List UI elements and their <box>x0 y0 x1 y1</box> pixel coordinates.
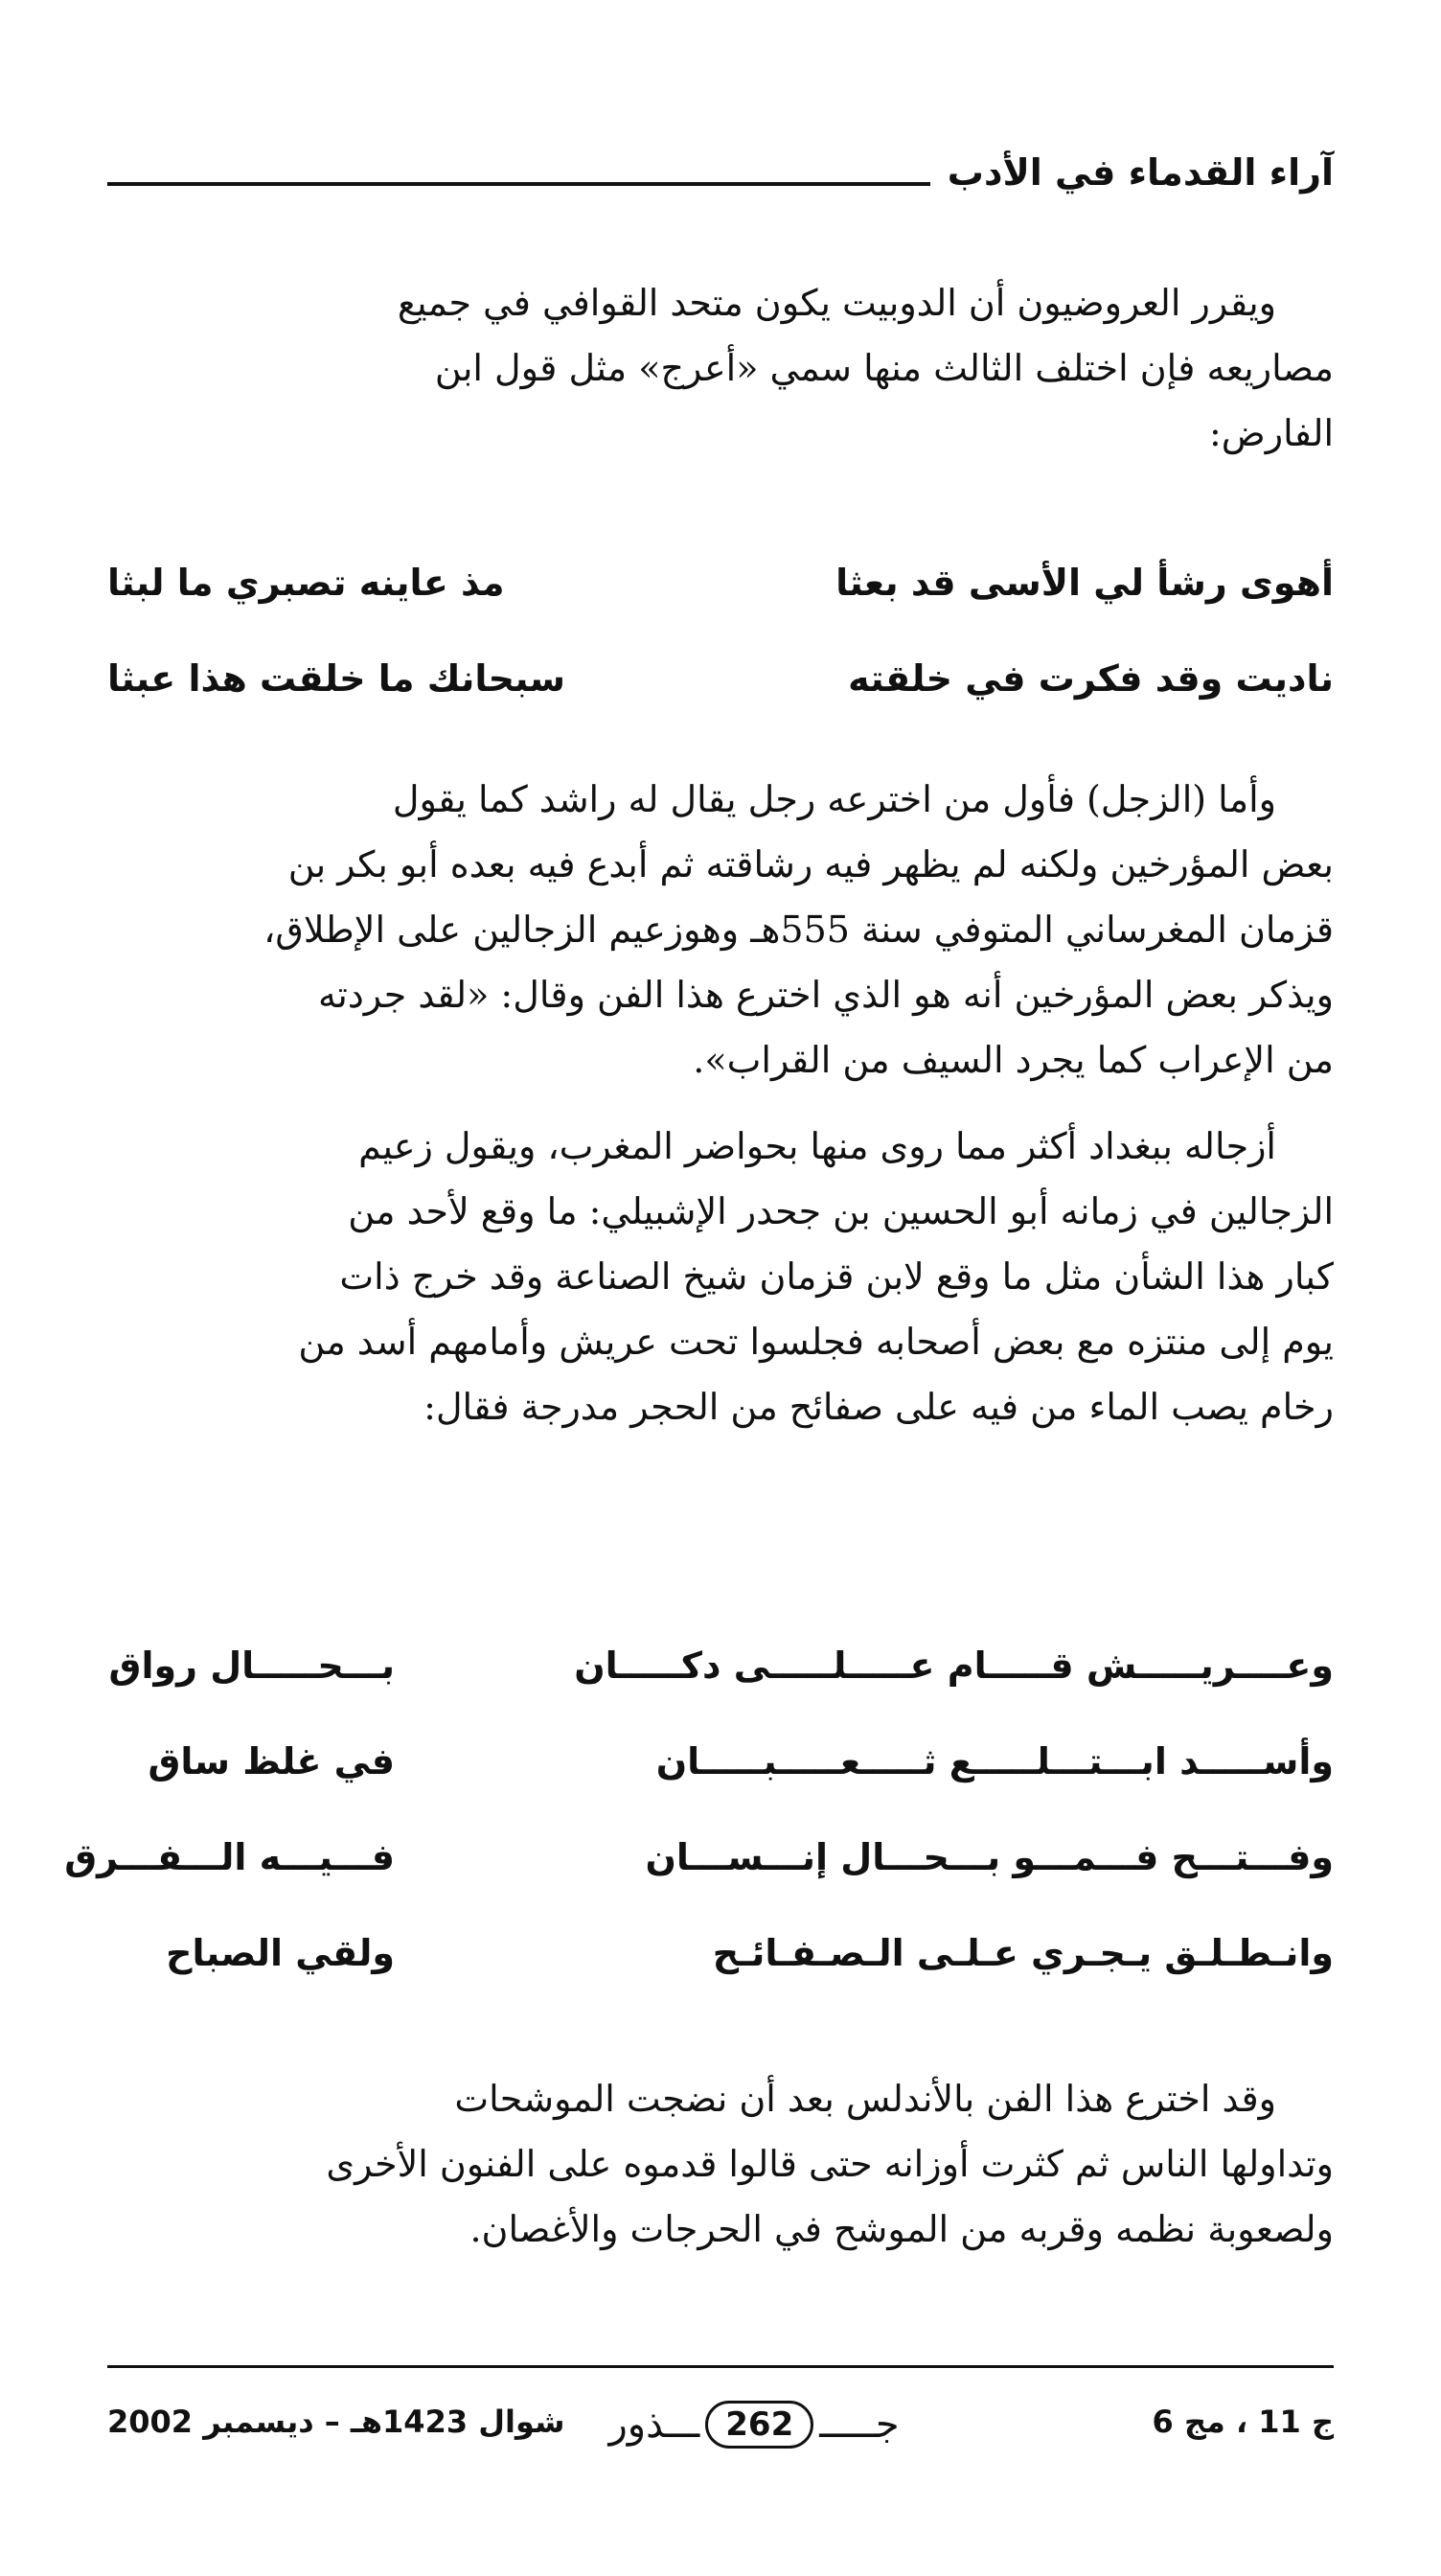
paragraph-1 <box>107 270 1334 466</box>
zajal-right: وفـــتـــح فـــمـــو بـــحـــال إنـــســـان <box>645 1836 1334 1878</box>
paragraph-line: الزجالين في زمانه أبو الحسين بن جحدر الإشبيلي: ما وقع لأحد من <box>348 1190 1334 1232</box>
paragraph-line: مصاريعه فإن اختلف الثالث منها سمي «أعرج» مثل قول ابن <box>434 347 1334 389</box>
paragraph-line: يوم إلى منتزه مع بعض أصحابه فجلسوا تحت عريش وأمامهم أسد من <box>298 1321 1334 1363</box>
paragraph-line: وقد اخترع هذا الفن بالأندلس بعد أن نضجت الموشحات <box>454 2078 1276 2120</box>
paragraph-line: ويذكر بعض المؤرخين أنه هو الذي اخترع هذا الفن وقال: «لقد جردته <box>317 974 1334 1016</box>
verse-hemistich-left: مذ عاينه تصبري ما لبثا <box>107 562 505 604</box>
footer-date: شوال 1423هـ – ديسمبر 2002 <box>107 2404 565 2440</box>
paragraph-4 <box>107 2066 1334 2262</box>
zajal-left: في غلظ ساق <box>148 1740 395 1782</box>
zajal-right: وانـطـلـق يـجـري عـلـى الـصـفـائـح <box>712 1932 1334 1974</box>
footer-rule <box>107 2365 1334 2368</box>
paragraph-line: ولصعوبة نظمه وقربه من الموشح في الحرجات والأغصان. <box>469 2208 1334 2250</box>
paragraph-line: وتداولها الناس ثم كثرت أوزانه حتى قالوا قدموه على الفنون الأخرى <box>326 2143 1334 2185</box>
running-head <box>107 144 1334 201</box>
zajal-left: بـــحـــــال رواق <box>108 1644 395 1687</box>
poem-verse-1 <box>107 552 1334 613</box>
paragraph-line: رخام يصب الماء من فيه على صفائح من الحجر مدرجة فقال: <box>423 1386 1334 1428</box>
paragraph-line: من الإعراب كما يجرد السيف من القراب». <box>693 1039 1334 1081</box>
paragraph-line: ويقرر العروضيون أن الدوبيت يكون متحد القوافي في جميع <box>397 282 1276 324</box>
zajal-left: ولقي الصباح <box>166 1932 395 1974</box>
poem-verse-2 <box>107 648 1334 709</box>
magazine-name-end: ـــذور <box>608 2403 700 2447</box>
paragraph-line: بعض المؤرخين ولكنه لم يظهر فيه رشاقته ثم أبدع فيه بعده أبو بكر بن <box>287 843 1334 886</box>
footer-issue: ج 11 ، مج 6 <box>1152 2404 1334 2440</box>
running-head-title: آراء القدماء في الأدب <box>947 151 1334 194</box>
paragraph-2 <box>107 767 1334 1092</box>
zajal-right: وأســـــد ابـــتـــلـــــع ثـــــعـــــبـــــان <box>655 1740 1334 1782</box>
paragraph-line: قزمان المغرساني المتوفي سنة 555هـ وهوزعيم الزجالين على الإطلاق، <box>263 908 1334 951</box>
magazine-name-start: جـــــ <box>819 2403 900 2447</box>
verse-hemistich-left: سبحانك ما خلقت هذا عبثا <box>107 657 565 700</box>
footer <box>107 2386 1334 2463</box>
zajal-right: وعــــريـــــش قـــــام عـــــلـــــى دكـــــان <box>574 1644 1334 1687</box>
paragraph-line: كبار هذا الشأن مثل ما وقع لابن قزمان شيخ الصناعة وقد خرج ذات <box>339 1255 1334 1298</box>
paragraph-line: وأما (الزجل) فأول من اخترعه رجل يقال له راشد كما يقول <box>392 778 1276 820</box>
running-head-rule <box>107 182 930 186</box>
verse-hemistich-right: ناديت وقد فكرت في خلقته <box>848 657 1334 700</box>
paragraph-line: الفارض: <box>1208 412 1334 454</box>
verse-hemistich-right: أهوى رشأ لي الأسى قد بعثا <box>835 562 1334 604</box>
footer-magazine-logo <box>606 2386 903 2463</box>
page <box>64 0 1334 2576</box>
paragraph-line: أزجاله ببغداد أكثر مما روى منها بحواضر المغرب، ويقول زعيم <box>358 1125 1276 1167</box>
zajal-left: فـــيـــه الـــفـــرق <box>64 1836 395 1878</box>
paragraph-3 <box>107 1114 1334 1439</box>
page-number: 262 <box>705 2401 813 2449</box>
